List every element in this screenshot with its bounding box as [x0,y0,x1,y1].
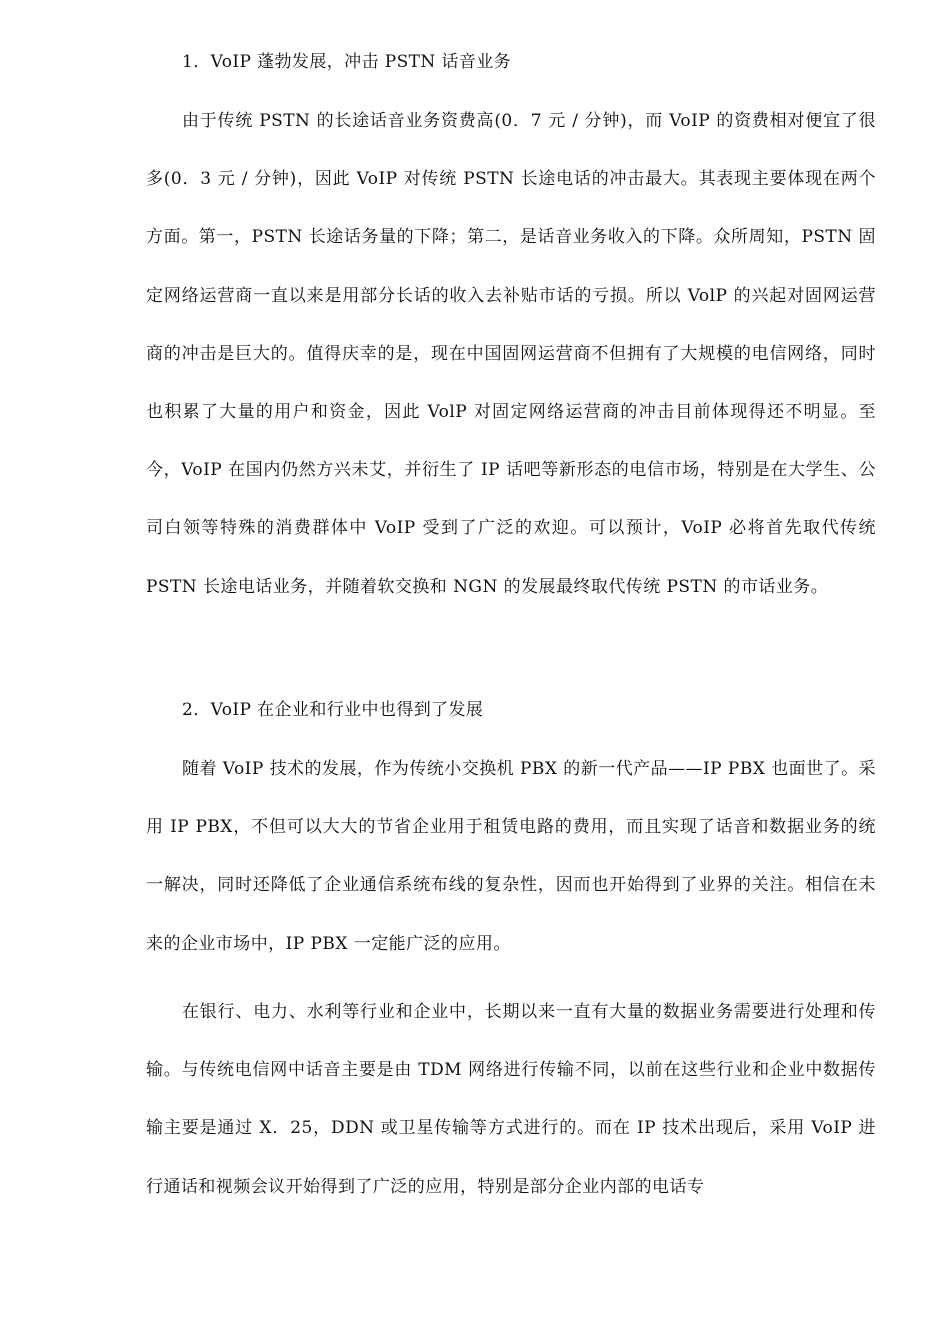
paragraph-voip-pstn-impact: 由于传统 PSTN 的长途话音业务资费高(0．7 元 / 分钟)，而 VoIP 的资费相对便宜了很多(0．3 元 / 分钟)，因此 VoIP 对传统 PSTN 长途电话的冲击最大。其表现主要体现在两个方面。第一，PSTN 长途话务量的下降；第二，是话音业务收入的下降。众所周知，PSTN 固定网络运营商一直以来是用部分长话的收入去补贴市话的亏损。所以 VolP 的兴起对固网运营商的冲击是巨大的。值得庆幸的是，现在中国固网运营商不但拥有了大规模的电信网络，同时也积累了大量的用户和资金，因此 VolP 对固定网络运营商的冲击目前体现得还不明显。至今，VoIP 在国内仍然方兴未艾，并衍生了 IP 话吧等新形态的电信市场，特别是在大学生、公司白领等特殊的消费群体中 VoIP 受到了广泛的欢迎。可以预计，VoIP 必将首先取代传统 PSTN 长途电话业务，并随着软交换和 NGN 的发展最终取代传统 PSTN 的市话业务。 [146,111,876,597]
section-heading-1: 1．VoIP 蓬勃发展，冲击 PSTN 话音业务 [182,52,512,72]
paragraph-ip-pbx: 随着 VoIP 技术的发展，作为传统小交换机 PBX 的新一代产品——IP PBX 也面世了。采用 IP PBX，不但可以大大的节省企业用于租赁电路的费用，而且实现了话音和数据业务的统一解决，同时还降低了企业通信系统布线的复杂性，因而也开始得到了业界的关注。相信在未来的企业市场中，IP PBX 一定能广泛的应用。 [146,759,876,954]
section-heading-2: 2．VoIP 在企业和行业中也得到了发展 [182,700,484,720]
paragraph-industry-voip: 在银行、电力、水利等行业和企业中，长期以来一直有大量的数据业务需要进行处理和传输。与传统电信网中话音主要是由 TDM 网络进行传输不同，以前在这些行业和企业中数据传输主要是通过 X．25，DDN 或卫星传输等方式进行的。而在 IP 技术出现后，采用 VoIP 进行通话和视频会议开始得到了广泛的应用，特别是部分企业内部的电话专 [146,1002,876,1197]
